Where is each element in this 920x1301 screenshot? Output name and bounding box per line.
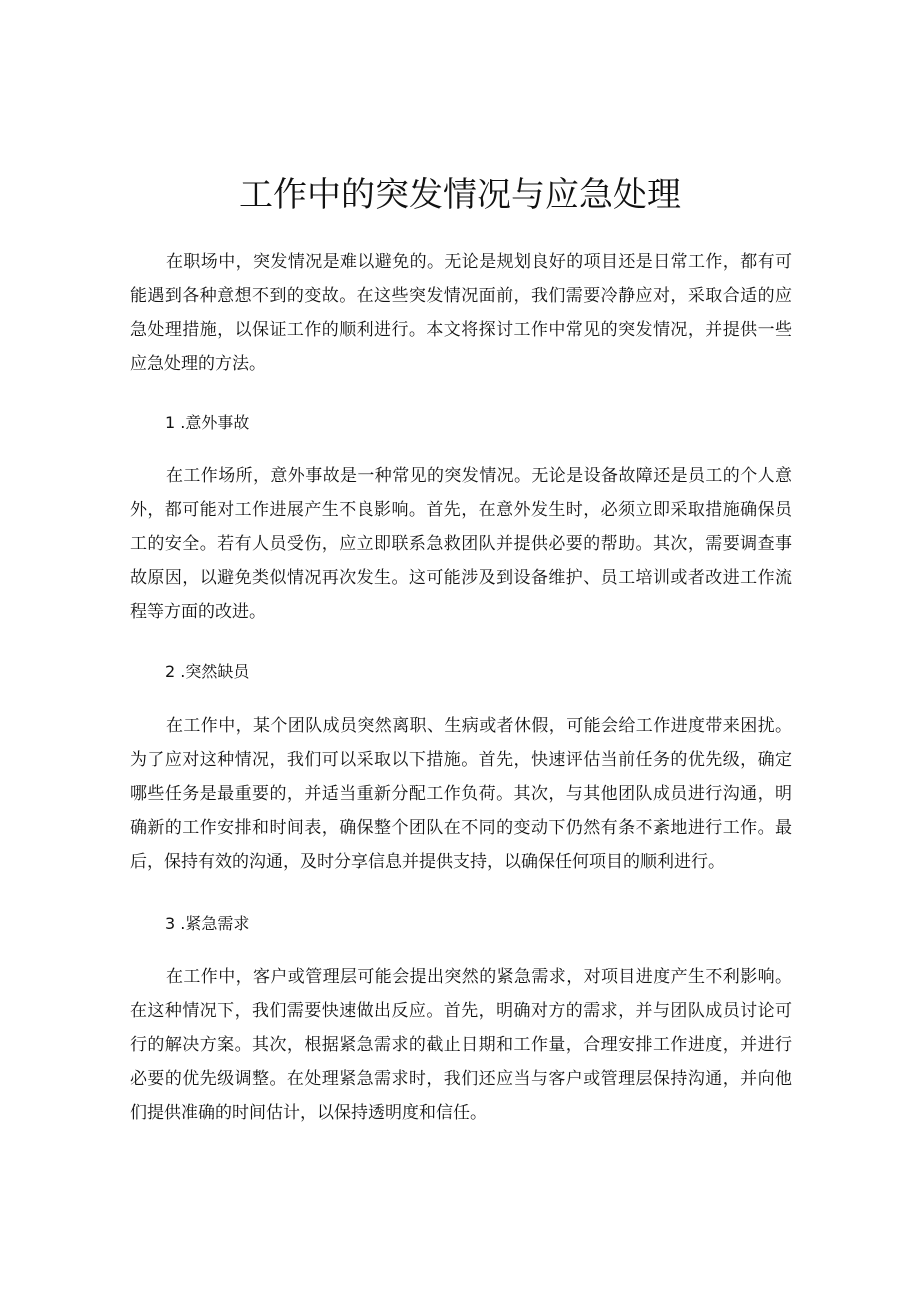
section-body-urgent-demand: 在工作中，客户或管理层可能会提出突然的紧急需求，对项目进度产生不利影响。在这种情况下，我们需要快速做出反应。首先，明确对方的需求，并与团队成员讨论可行的解决方案。其次，根据紧急需求的截止日期和工作量，合理安排工作进度，并进行必要的优先级调整。在处理紧急需求时，我们还应当与客户或管理层保持沟通，并向他们提供准确的时间估计，以保持透明度和信任。 — [130, 967, 792, 1123]
intro-paragraph: 在职场中，突发情况是难以避免的。无论是规划良好的项目还是日常工作，都有可能遇到各种意想不到的变故。在这些突发情况面前，我们需要冷静应对，采取合适的应急处理措施，以保证工作的顺利进行。本文将探讨工作中常见的突发情况，并提供一些应急处理的方法。 — [130, 252, 792, 374]
document-title: 工作中的突发情况与应急处理 — [239, 175, 681, 215]
section-heading-staff-shortage: 2 .突然缺员 — [165, 662, 250, 681]
section-body-accident: 在工作场所，意外事故是一种常见的突发情况。无论是设备故障还是员工的个人意外，都可能对工作进展产生不良影响。首先，在意外发生时，必须立即采取措施确保员工的安全。若有人员受伤，应立即联系急救团队并提供必要的帮助。其次，需要调查事故原因，以避免类似情况再次发生。这可能涉及到设备维护、员工培训或者改进工作流程等方面的改进。 — [130, 466, 792, 622]
section-heading-urgent-demand: 3 .紧急需求 — [165, 914, 250, 933]
section-body-staff-shortage: 在工作中，某个团队成员突然离职、生病或者休假，可能会给工作进度带来困扰。为了应对这种情况，我们可以采取以下措施。首先，快速评估当前任务的优先级，确定哪些任务是最重要的，并适当重新分配工作负荷。其次，与其他团队成员进行沟通，明确新的工作安排和时间表，确保整个团队在不同的变动下仍然有条不紊地进行工作。最后，保持有效的沟通，及时分享信息并提供支持，以确保任何项目的顺利进行。 — [130, 716, 792, 872]
section-heading-accident: 1 .意外事故 — [165, 413, 250, 432]
